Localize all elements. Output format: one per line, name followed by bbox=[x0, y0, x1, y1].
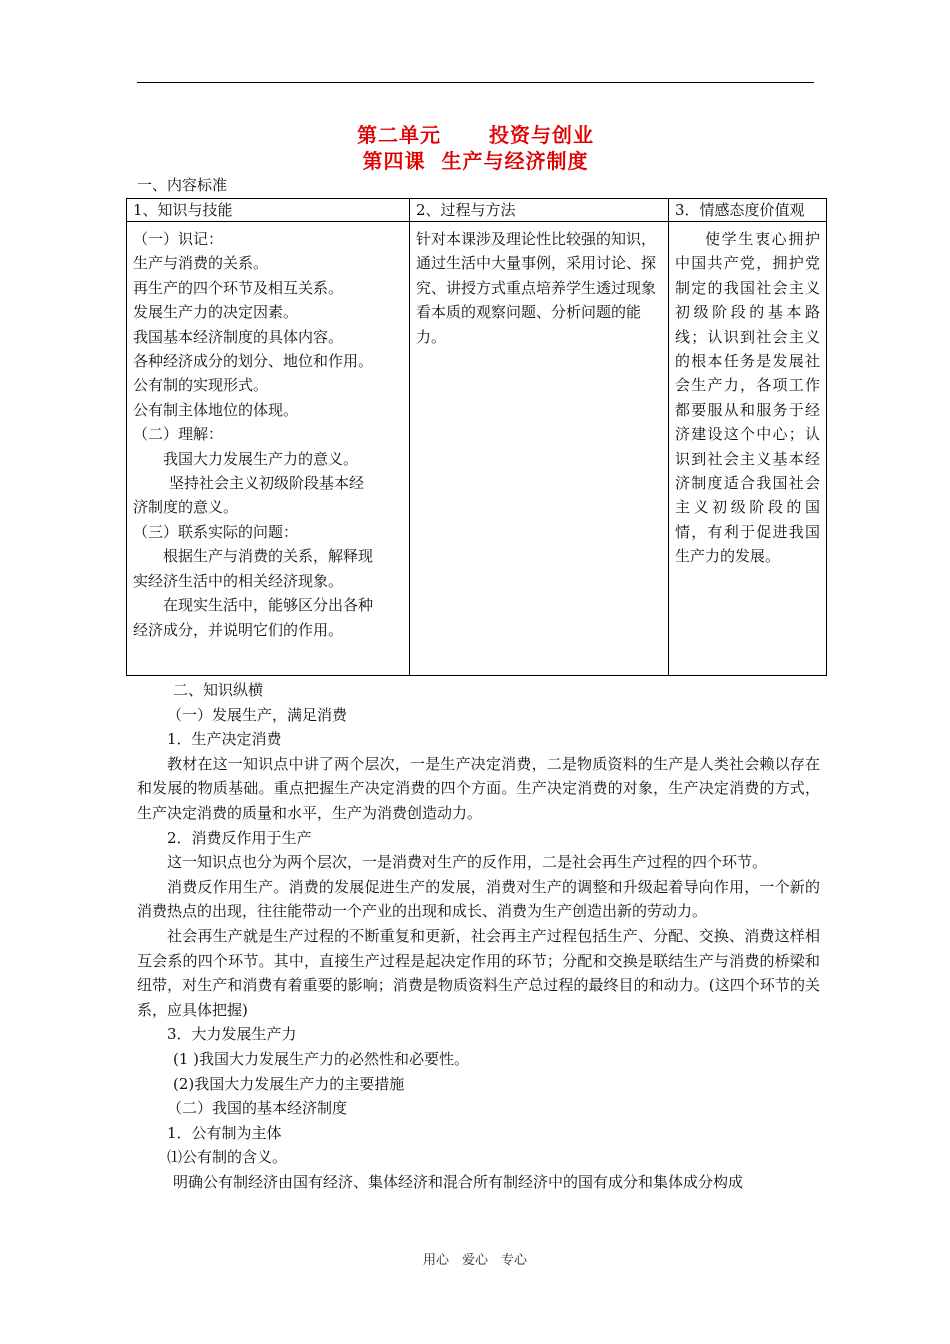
list-item: 再生产的四个环节及相互关系。 bbox=[133, 278, 344, 297]
list-item: 济制度的意义。 bbox=[133, 498, 239, 517]
point-heading: 1．公有制为主体 bbox=[167, 1123, 282, 1142]
section-heading: 二、知识纵横 bbox=[173, 681, 264, 699]
list-item: ⑴公有制的含义。 bbox=[167, 1148, 288, 1167]
paragraph: 教材在这一知识点中讲了两个层次，一是生产决定消费，二是物质资料的生产是人类社会赖以存在和发展的物质基础。重点把握生产决定消费的四个方面。生产决定消费的对象，生产决定消费的方式，生产决定消费的质量和水平，生产为消费创造动力。 bbox=[137, 754, 820, 822]
header-rule bbox=[137, 82, 814, 83]
table-header-cell: 3．情感态度价值观 bbox=[669, 199, 827, 222]
unit-name: 投资与创业 bbox=[489, 123, 594, 147]
list-item: (2)我国大力发展生产力的主要措施 bbox=[173, 1074, 405, 1093]
list-item: 实经济生活中的相关经济现象。 bbox=[133, 571, 344, 590]
knowledge-skills-cell bbox=[127, 222, 410, 676]
list-item: 经济成分，并说明它们的作用。 bbox=[133, 620, 344, 639]
list-item: 各种经济成分的划分、地位和作用。 bbox=[133, 352, 374, 371]
lesson-label: 第四课 bbox=[362, 149, 426, 173]
page-footer: 用心 爱心 专心 bbox=[422, 1253, 527, 1268]
subsection-heading: （二）我国的基本经济制度 bbox=[167, 1099, 348, 1118]
attitude-values-cell: 使学生衷心拥护中国共产党，拥护党制定的我国社会主义初级阶段的基本路线；认识到社会主义的根本任务是发展社会生产力，各项工作都要服从和服务于经济建设这个中心；认识到社会主义基本经济制度适合我国社会主义初级阶段的国情，有利于促进我国生产力的发展。 bbox=[669, 222, 827, 676]
list-item: 根据生产与消费的关系，解释现 bbox=[163, 547, 374, 566]
list-item: 我国大力发展生产力的意义。 bbox=[163, 449, 359, 468]
list-item: 生产与消费的关系。 bbox=[133, 254, 269, 273]
point-heading: 2．消费反作用于生产 bbox=[167, 828, 312, 847]
list-item: （二）理解： bbox=[133, 425, 224, 444]
paragraph: 明确公有制经济由国有经济、集体经济和混合所有制经济中的国有成分和集体成分构成 bbox=[173, 1172, 744, 1191]
content-standard-table bbox=[126, 198, 827, 676]
subsection-heading: （一）发展生产，满足消费 bbox=[167, 705, 348, 724]
process-methods-cell: 针对本课涉及理论性比较强的知识，通过生活中大量事例，采用讨论、探究、讲授方式重点培养学生透过现象看本质的观察问题、分析问题的能力。 bbox=[410, 222, 669, 676]
paragraph: 社会再生产就是生产过程的不断重复和更新，社会再主产过程包括生产、分配、交换、消费这样相互会系的四个环节。其中，直接生产过程是起决定作用的环节；分配和交换是联结生产与消费的桥梁和纽带，对生产和消费有着重要的影响；消费是物质资料生产总过程的最终目的和动力。(这四个环节的关系，应具体把握) bbox=[137, 926, 820, 1019]
list-item: 我国基本经济制度的具体内容。 bbox=[133, 327, 344, 346]
paragraph: 消费反作用生产。消费的发展促进生产的发展，消费对生产的调整和升级起着导向作用，一个新的消费热点的出现，往往能带动一个产业的出现和成长、消费为生产创造出新的劳动力。 bbox=[137, 877, 820, 921]
list-item: 发展生产力的决定因素。 bbox=[133, 303, 299, 322]
list-item: 在现实生活中，能够区分出各种 bbox=[163, 596, 374, 615]
table-header-row bbox=[127, 199, 827, 222]
section-heading-content-standard: 一、内容标准 bbox=[137, 176, 228, 194]
paragraph: 这一知识点也分为两个层次，一是消费对生产的反作用，二是社会再生产过程的四个环节。 bbox=[167, 853, 768, 872]
list-item: 公有制的实现形式。 bbox=[133, 376, 269, 395]
list-item: (1 )我国大力发展生产力的必然性和必要性。 bbox=[173, 1049, 470, 1068]
point-heading: 3．大力发展生产力 bbox=[167, 1025, 297, 1044]
table-header-cell: 1、知识与技能 bbox=[127, 199, 410, 222]
list-item: 坚持社会主义初级阶段基本经 bbox=[169, 474, 365, 493]
unit-title bbox=[137, 122, 814, 148]
knowledge-section bbox=[137, 678, 820, 1194]
list-item: （三）联系实际的问题： bbox=[133, 522, 299, 541]
point-heading: 1．生产决定消费 bbox=[167, 730, 282, 749]
list-item: （一）识记： bbox=[133, 230, 224, 248]
lesson-title bbox=[137, 148, 814, 174]
unit-label: 第二单元 bbox=[357, 123, 441, 147]
table-body-row bbox=[127, 222, 827, 676]
lesson-name: 生产与经济制度 bbox=[441, 149, 589, 173]
table-header-cell: 2、过程与方法 bbox=[410, 199, 669, 222]
list-item: 公有制主体地位的体现。 bbox=[133, 400, 299, 419]
